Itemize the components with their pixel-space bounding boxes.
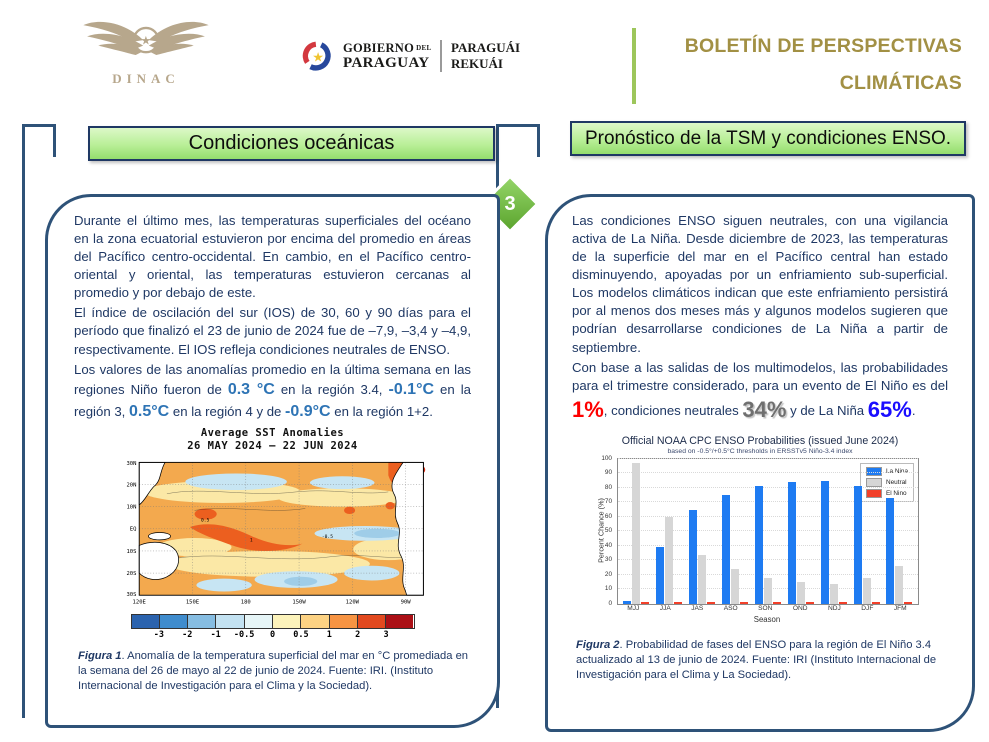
colorbar-segment <box>301 615 329 628</box>
bracket-left-tick <box>53 124 56 157</box>
map-lon-120w: 120W <box>345 599 359 606</box>
chart-bar <box>886 498 894 604</box>
anomalies-mid2: en la región 3, <box>74 381 471 419</box>
enso-chart-xaxis <box>617 605 917 612</box>
figure1-caption <box>78 649 469 694</box>
colorbar-tick: 2 <box>355 629 361 640</box>
chart-bar <box>773 602 781 603</box>
chart-bar-group <box>886 498 912 604</box>
chart-bar <box>740 602 748 603</box>
enso-chart-xlabel: Season <box>753 614 781 624</box>
dinac-wings-icon <box>71 12 221 70</box>
map-lat-eq: EQ <box>129 526 136 533</box>
colorbar-tick: 1 <box>326 629 332 640</box>
chart-bar <box>698 555 706 604</box>
svg-text:★: ★ <box>312 50 324 65</box>
chart-ytick: 90 <box>604 469 612 477</box>
colorbar-tick: -1 <box>210 629 221 640</box>
chart-ytick: 0 <box>608 599 612 607</box>
dinac-label: DINAC <box>112 71 180 86</box>
chart-bar <box>722 495 730 604</box>
neutral-probability: 34% <box>742 396 787 422</box>
chart-bar-group <box>788 482 814 604</box>
bulletin-title-text <box>648 28 962 104</box>
gov-roundel-icon <box>302 40 334 72</box>
colorbar-segment <box>188 615 216 628</box>
sst-map-image <box>111 455 435 610</box>
chart-xtick: NDJ <box>828 604 841 612</box>
enso-chart-yaxis <box>594 454 615 607</box>
svg-text:★: ★ <box>140 33 152 48</box>
colorbar-tick: 3 <box>383 629 389 640</box>
sst-map-title-line1: Average SST Anomalies <box>200 426 345 439</box>
bulletin-title <box>632 28 962 104</box>
enso-probabilities-paragraph <box>572 359 948 425</box>
gov-right2: REKUÁI <box>450 56 503 71</box>
gov-logo-divider <box>440 40 442 72</box>
chart-bar <box>895 566 903 604</box>
colorbar-segment <box>273 615 301 628</box>
enso-chart-body <box>594 454 926 630</box>
chart-bar <box>731 569 739 604</box>
chart-bar-group <box>821 481 847 604</box>
chart-xtick: DJF <box>861 604 874 612</box>
chart-bar <box>839 602 847 603</box>
section-header-tsm-enso: Pronóstico de la TSM y condiciones ENSO. <box>570 121 966 156</box>
map-contour-label-1: 0.5 <box>200 518 209 524</box>
chart-bar-group <box>755 486 781 603</box>
gov-right1: PARAGUÁI <box>450 40 521 56</box>
prob-mid2: y de La Niña <box>786 402 868 418</box>
map-lat-30n: 30N <box>125 460 136 467</box>
gov-line2: PARAGUAY <box>343 54 430 71</box>
chart-bar <box>656 547 664 604</box>
colorbar-tick: -3 <box>153 629 165 640</box>
chart-bar-group <box>656 517 682 604</box>
colorbar-segment <box>132 615 160 628</box>
chart-xtick: JFM <box>893 604 907 612</box>
page-number-badge: 3 <box>504 192 516 215</box>
chart-bar <box>632 463 640 604</box>
chart-bar <box>830 584 838 604</box>
oceanic-paragraph-2: El índice de oscilación del sur (IOS) de 30, 60 y 90 días para el período que finalizó el 23 de junio de 2024 fue de –7,9, –3,4 y –4,9, respectivamente. El IOS refleja condiciones neutrales de ENSO. <box>74 305 471 357</box>
enso-paragraph-1: Las condiciones ENSO siguen neutrales, con una vigilancia activa de La Niña. Desde diciembre de 2023, las temperaturas de la superficie del mar en el Pacífico central han estado disminuyendo, apoyadas por un enfriamiento sub-superficial. Los modelos climáticos indican que este enfriamiento persistirá por al menos dos meses más y algunos modelos sugieren que podrían desarrollarse condiciones de La Niña a partir de septiembre. <box>572 213 948 355</box>
chart-xtick: OND <box>792 604 808 612</box>
chart-bar <box>755 486 763 603</box>
bulletin-title-line1: BOLETÍN DE PERSPECTIVAS <box>684 35 962 57</box>
chart-xtick: ASO <box>723 604 738 612</box>
chart-bar <box>904 602 912 603</box>
bracket-left-horizontal <box>22 124 56 127</box>
map-lat-30s: 30S <box>125 591 136 598</box>
chart-bar-group <box>854 486 880 603</box>
prob-mid1: , condiciones neutrales <box>603 402 743 418</box>
la-nina-probability: 65% <box>867 396 912 422</box>
colorbar-segment <box>216 615 244 628</box>
chart-ytick: 80 <box>604 483 612 491</box>
map-lon-180: 180 <box>240 599 251 606</box>
chart-ytick: 10 <box>604 585 612 593</box>
bracket-middle-horizontal <box>496 124 540 127</box>
colorbar-segment <box>358 615 386 628</box>
gov-line1-small: DEL <box>416 43 432 52</box>
el-nino-probability: 1% <box>572 396 604 422</box>
nino4-anomaly-value: 0.5°C <box>129 402 170 420</box>
gov-line1: GOBIERNO <box>343 40 415 55</box>
map-contour-label-2: 1 <box>249 538 253 544</box>
bracket-left-vertical <box>22 124 25 718</box>
nino3-anomaly-value: -0.1°C <box>388 380 435 398</box>
colorbar-tick: -0.5 <box>233 629 255 640</box>
colorbar-segment <box>245 615 273 628</box>
figure2-caption-text: . Probabilidad de fases del ENSO para la región de El Niño 3.4 actualizado al 13 de junio de 2024. Fuente: IRI (Instituto Internacional de Investigación para el Clima y La Sociedad). <box>576 638 937 682</box>
prob-suffix: . <box>911 402 916 418</box>
chart-bar <box>707 602 715 603</box>
gov-paraguay-logo <box>302 40 520 72</box>
chart-xtick: JJA <box>659 604 671 612</box>
chart-bar <box>806 602 814 603</box>
panel-oceanic-conditions <box>45 194 500 728</box>
enso-chart-title: Official NOAA CPC ENSO Probabilities (issued June 2024) <box>621 434 899 447</box>
chart-ytick: 70 <box>604 498 612 506</box>
colorbar-segment <box>330 615 358 628</box>
chart-bar-group <box>623 463 649 604</box>
chart-ytick: 100 <box>601 454 612 462</box>
figure1-caption-text: . Anomalía de la temperatura superficial del mar en °C promediada en la semana del 26 de mayo al 22 de junio de 2024. Fuente: IRI. (Instituto Internacional de Investigación para el Clima y la Sociedad). <box>78 649 469 692</box>
chart-xtick: JAS <box>691 604 704 612</box>
chart-ytick: 30 <box>604 556 612 564</box>
map-lon-150e: 150E <box>185 599 199 606</box>
sst-map-title-line2: 26 MAY 2024 – 22 JUN 2024 <box>187 439 358 452</box>
chart-xtick: MJJ <box>627 604 640 612</box>
dinac-logo <box>68 12 224 87</box>
figure2-caption-label: Figura 2 <box>576 638 620 651</box>
prob-prefix: Con base a las salidas de los multimodelos, las probabilidades para el trimestre considerado, para un evento de El Niño es del <box>572 359 948 393</box>
section-header-oceanic: Condiciones oceánicas <box>88 126 495 161</box>
colorbar-tick: -2 <box>182 629 193 640</box>
nino12-anomaly-value: -0.9°C <box>285 402 331 420</box>
gov-logo-left-text <box>343 41 431 72</box>
sst-colorbar-ticks <box>131 630 415 641</box>
chart-bar <box>623 601 631 604</box>
gov-logo-right-text <box>451 40 520 71</box>
colorbar-segment <box>386 615 413 628</box>
anomalies-mid1: en la región 3.4, <box>274 381 389 397</box>
chart-bar <box>641 602 649 603</box>
colorbar-segment <box>160 615 188 628</box>
anomalies-prefix: Los valores de las anomalías promedio en la última semana en las regiones Niño fueron de <box>74 361 471 397</box>
map-lat-20n: 20N <box>125 482 136 489</box>
chart-bar <box>788 482 796 604</box>
chart-ytick: 50 <box>604 527 612 535</box>
figure2-enso-chart <box>584 435 936 630</box>
chart-bars <box>618 459 918 604</box>
legend-label: El Nino <box>885 489 907 497</box>
title-accent-bar <box>632 28 636 104</box>
map-lon-120e: 120E <box>132 599 146 606</box>
chart-ytick: 20 <box>604 570 612 578</box>
chart-ytick: 60 <box>604 512 612 520</box>
enso-chart-plot <box>617 458 919 605</box>
enso-chart-ylabel: Percent Chance (%) <box>596 498 606 563</box>
chart-bar <box>872 602 880 603</box>
oceanic-paragraph-1: Durante el último mes, las temperaturas superficiales del océano en la zona ecuatorial estuvieron por encima del promedio en áreas del Pacífico centro-occidental. En cambio, en el Pacífico centro-oriental y oriental, las temperaturas estuvieron cercanas al promedio y por debajo de este. <box>74 213 471 301</box>
panel-enso-forecast <box>545 194 975 732</box>
chart-bar <box>821 481 829 604</box>
map-lat-10n: 10N <box>125 504 136 511</box>
chart-bar-group <box>689 510 715 604</box>
chart-bar-group <box>722 495 748 604</box>
colorbar-tick: 0 <box>269 629 276 640</box>
map-contour-label-3: -0.5 <box>321 534 333 540</box>
nino34-anomaly-value: 0.3 °C <box>227 380 275 398</box>
chart-bar <box>665 517 673 604</box>
chart-ytick: 40 <box>604 541 612 549</box>
legend-label: La Nina <box>885 467 908 475</box>
chart-bar <box>689 510 697 604</box>
chart-bar <box>854 486 862 603</box>
enso-chart-subtitle: based on -0.5°/+0.5°C thresholds in ERSSTv5 Niño-3.4 index <box>667 447 853 455</box>
map-lon-150w: 150W <box>291 599 306 606</box>
chart-bar <box>764 578 772 604</box>
oceanic-paragraph-anomalies <box>74 361 471 423</box>
colorbar-tick: 0.5 <box>293 629 309 640</box>
anomalies-suffix: en la región 1+2. <box>330 403 433 419</box>
figure1-sst-map <box>74 427 471 641</box>
map-lat-20s: 20S <box>125 570 136 577</box>
map-lat-10s: 10S <box>125 548 136 555</box>
bulletin-title-line2: CLIMÁTICAS <box>839 72 962 95</box>
anomalies-mid3: en la región 4 y de <box>169 403 286 419</box>
figure2-caption <box>576 638 946 683</box>
figure1-caption-label: Figura 1 <box>78 649 122 662</box>
bracket-middle-tick <box>537 124 540 157</box>
sst-colorbar <box>131 614 415 629</box>
map-lon-90w: 90W <box>400 599 411 606</box>
chart-bar <box>797 582 805 604</box>
chart-bar <box>863 578 871 604</box>
chart-xtick: SON <box>758 604 773 612</box>
legend-label: Neutral <box>885 478 907 486</box>
chart-bar <box>674 602 682 603</box>
